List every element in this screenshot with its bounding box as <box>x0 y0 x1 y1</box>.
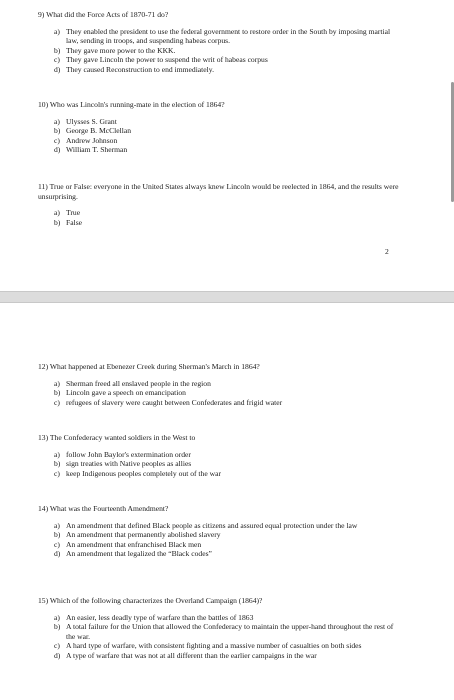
option-text: They gave Lincoln the power to suspend the writ of habeas corpus <box>66 55 268 65</box>
option-letter: a) <box>54 449 60 459</box>
option-text: An easier, less deadly type of warfare than the battles of 1863 <box>66 612 254 622</box>
document-page-2 <box>0 303 446 700</box>
question-13 <box>38 433 402 478</box>
option-letter: b) <box>54 45 61 55</box>
option-text: An amendment that enfranchised Black men <box>66 539 202 549</box>
option-d <box>38 65 402 75</box>
option-a <box>38 613 402 623</box>
answer-options <box>38 27 402 75</box>
answer-options <box>38 379 402 408</box>
option-letter: b) <box>54 217 61 227</box>
question-text: 14) What was the Fourteenth Amendment? <box>38 504 169 513</box>
answer-options <box>38 521 402 559</box>
option-text: Sherman freed all enslaved people in the region <box>66 378 211 388</box>
option-b <box>38 530 402 540</box>
option-b <box>38 218 402 228</box>
question-text: 10) Who was Lincoln's running-mate in the election of 1864? <box>38 100 225 109</box>
option-text: They enabled the president to use the federal government to restore order in the South by imposing martial law, sending in troops, and suspending habeas corpus. <box>66 26 391 46</box>
option-text: Andrew Johnson <box>66 135 118 145</box>
option-text: A type of warfare that was not at all different than the earlier campaigns in the war <box>66 650 317 660</box>
question-12 <box>38 362 402 407</box>
option-c <box>38 469 402 479</box>
option-letter: a) <box>54 378 60 388</box>
option-text: follow John Baylor's extermination order <box>66 449 191 459</box>
option-letter: b) <box>54 622 61 632</box>
answer-options <box>38 613 402 661</box>
option-text: True <box>66 208 81 218</box>
question-10 <box>38 100 402 155</box>
option-a <box>38 117 402 127</box>
option-text: They gave more power to the KKK. <box>66 45 176 55</box>
option-letter: a) <box>54 116 60 126</box>
option-letter: b) <box>54 388 61 398</box>
option-a <box>38 208 402 218</box>
option-c <box>38 136 402 146</box>
option-a <box>38 27 402 46</box>
option-letter: a) <box>54 26 60 36</box>
option-letter: c) <box>54 641 60 651</box>
question-text: 15) Which of the following characterizes the Overland Campaign (1864)? <box>38 596 263 605</box>
option-letter: b) <box>54 459 61 469</box>
question-9 <box>38 10 402 75</box>
option-text: They caused Reconstruction to end immediately. <box>66 64 214 74</box>
option-text: keep Indigenous peoples completely out of the war <box>66 468 221 478</box>
document-page-1 <box>0 0 446 291</box>
option-b <box>38 622 402 641</box>
option-letter: a) <box>54 612 60 622</box>
option-text: William T. Sherman <box>66 145 128 155</box>
option-a <box>38 379 402 389</box>
option-text: Lincoln gave a speech on emancipation <box>66 388 186 398</box>
option-letter: d) <box>54 145 61 155</box>
option-d <box>38 549 402 559</box>
option-c <box>38 540 402 550</box>
option-letter: c) <box>54 135 60 145</box>
answer-options <box>38 450 402 479</box>
answer-options <box>38 117 402 155</box>
option-text: George B. McClellan <box>66 126 132 136</box>
option-letter: b) <box>54 126 61 136</box>
question-text: 12) What happened at Ebenezer Creek during Sherman's March in 1864? <box>38 362 260 371</box>
option-b <box>38 46 402 56</box>
page-number: 2 <box>385 247 389 256</box>
option-c <box>38 55 402 65</box>
option-text: An amendment that defined Black people as citizens and assured equal protection under the law <box>66 520 358 530</box>
option-d <box>38 651 402 661</box>
option-b <box>38 388 402 398</box>
option-a <box>38 450 402 460</box>
option-text: sign treaties with Native peoples as allies <box>66 459 192 469</box>
option-text: Ulysses S. Grant <box>66 116 117 126</box>
option-letter: c) <box>54 55 60 65</box>
option-letter: b) <box>54 530 61 540</box>
option-a <box>38 521 402 531</box>
option-c <box>38 641 402 651</box>
option-b <box>38 126 402 136</box>
option-text: False <box>66 217 83 227</box>
option-b <box>38 459 402 469</box>
question-text: 9) What did the Force Acts of 1870-71 do? <box>38 10 169 19</box>
option-letter: d) <box>54 64 61 74</box>
option-letter: c) <box>54 397 60 407</box>
option-text: An amendment that legalized the “Black codes” <box>66 549 212 559</box>
option-c <box>38 398 402 408</box>
option-text: A hard type of warfare, with consistent fighting and a massive number of casualties on both sides <box>66 641 362 651</box>
option-letter: c) <box>54 468 60 478</box>
question-14 <box>38 504 402 559</box>
page-separator <box>0 291 454 303</box>
question-11 <box>38 182 402 227</box>
option-letter: a) <box>54 520 60 530</box>
option-text: refugees of slavery were caught between Confederates and frigid water <box>66 397 283 407</box>
option-letter: d) <box>54 549 61 559</box>
question-text: 13) The Confederacy wanted soldiers in the West to <box>38 433 196 442</box>
option-letter: a) <box>54 208 60 218</box>
option-letter: d) <box>54 650 61 660</box>
option-d <box>38 145 402 155</box>
question-text: 11) True or False: everyone in the United States always knew Lincoln would be reelected in 1864, and the results were unsurprising. <box>38 182 399 201</box>
question-15 <box>38 596 402 661</box>
answer-options <box>38 208 402 227</box>
option-letter: c) <box>54 539 60 549</box>
option-text: A total failure for the Union that allowed the Confederacy to maintain the upper-hand throughout the rest of the war. <box>66 622 394 641</box>
option-text: An amendment that permanently abolished slavery <box>66 530 221 540</box>
